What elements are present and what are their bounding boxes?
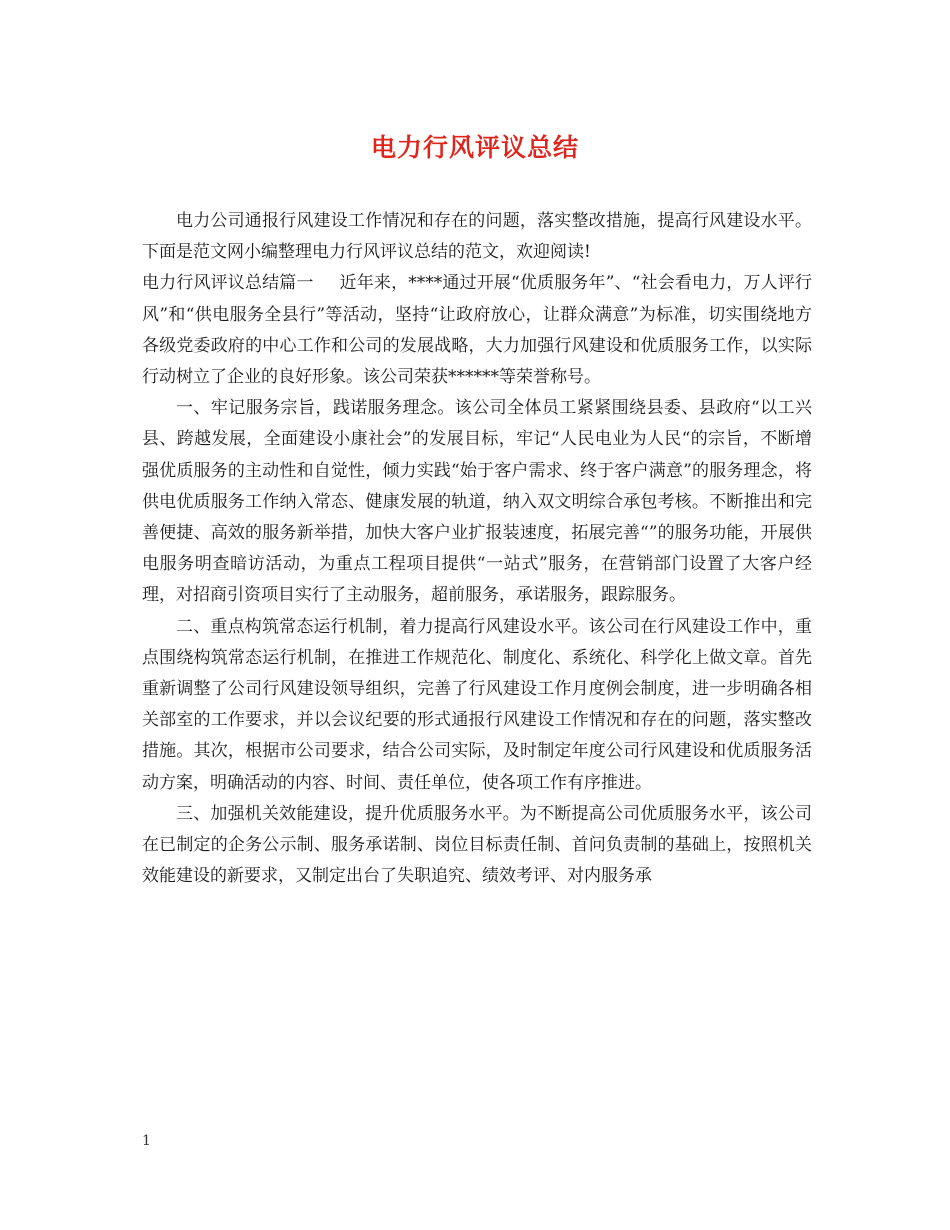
paragraph-4: 三、加强机关效能建设，提升优质服务水平。为不断提高公司优质服务水平，该公司在已制定的企务公示制、服务承诺制、岗位目标责任制、首问负责制的基础上，按照机关效能建设的新要求，又制定出台了失职追究、绩效考评、对内服务承 xyxy=(142,803,812,887)
intro-paragraph: 电力公司通报行风建设工作情况和存在的问题，落实整改措施，提高行风建设水平。下面是范文网小编整理电力行风评议总结的范文，欢迎阅读! xyxy=(142,211,812,263)
document-body xyxy=(142,206,812,892)
paragraph-3: 二、重点构筑常态运行机制，着力提高行风建设水平。该公司在行风建设工作中，重点围绕构筑常态运行机制，在推进工作规范化、制度化、系统化、科学化上做文章。首先重新调整了公司行风建设领导组织，完善了行风建设工作月度例会制度，进一步明确各相关部室的工作要求，并以会议纪要的形式通报行风建设工作情况和存在的问题，落实整改措施。其次，根据市公司要求，结合公司实际，及时制定年度公司行风建设和优质服务活动方案，明确活动的内容、时间、责任单位，使各项工作有序推进。 xyxy=(142,616,812,793)
document-title: 电力行风评议总结 xyxy=(370,133,579,162)
paragraph-1-text: 近年来，****通过开展“优质服务年”、“社会看电力，万人评行风”和“供电服务全县行”等活动，坚持“让政府放心，让群众满意”为标准，切实围绕地方各级党委政府的中心工作和公司的发展战略，大力加强行风建设和优质服务工作，以实际行动树立了企业的良好形象。该公司荣获******等荣誉称号。 xyxy=(142,273,813,388)
paragraph-2: 一、牢记服务宗旨，践诺服务理念。该公司全体员工紧紧围绕县委、县政府“以工兴县、跨越发展，全面建设小康社会”的发展目标，牢记“人民电业为人民“的宗旨，不断增强优质服务的主动性和自觉性，倾力实践“始于客户需求、终于客户满意”的服务理念，将供电优质服务工作纳入常态、健康发展的轨道，纳入双文明综合承包考核。不断推出和完善便捷、高效的服务新举措，加快大客户业扩报装速度，拓展完善“”的服务功能，开展供电服务明查暗访活动，为重点工程项目提供“一站式”服务，在营销部门设置了大客户经理，对招商引资项目实行了主动服务，超前服务，承诺服务，跟踪服务。 xyxy=(142,398,812,606)
section-paragraph xyxy=(142,268,812,393)
page-number: 1 xyxy=(142,1133,151,1149)
section-heading: 电力行风评议总结篇一 xyxy=(142,273,314,294)
